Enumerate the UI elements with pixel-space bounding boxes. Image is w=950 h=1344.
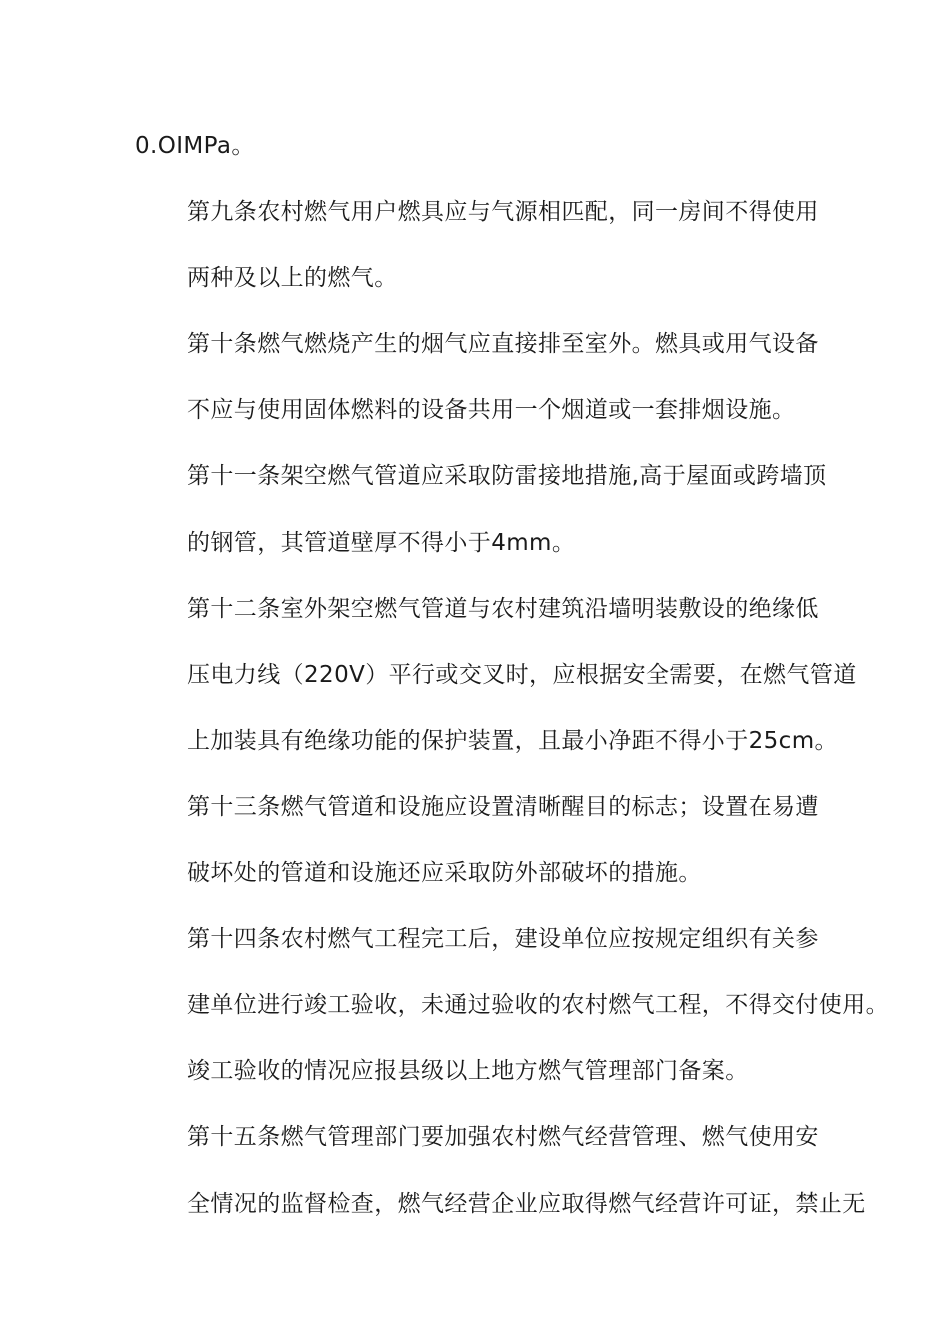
paragraph-article-15 bbox=[135, 1104, 866, 1236]
text-line: 0.OIMPa。 bbox=[135, 133, 255, 159]
text-line: 上加装具有绝缘功能的保护装置，且最小净距不得小于25cm。 bbox=[187, 727, 838, 754]
text-line: 压电力线（220V）平行或交叉时，应根据安全需要，在燃气管道 bbox=[187, 661, 857, 688]
text-line: 第十三条燃气管道和设施应设置清晰醒目的标志；设置在易遭 bbox=[187, 793, 819, 820]
text-line: 第十二条室外架空燃气管道与农村建筑沿墙明装敷设的绝缘低 bbox=[187, 595, 819, 622]
text-line: 的钢管，其管道壁厚不得小于4mm。 bbox=[187, 529, 576, 556]
paragraph-article-9 bbox=[135, 179, 825, 311]
paragraph-continuation bbox=[135, 113, 825, 179]
text-line: 第十五条燃气管理部门要加强农村燃气经营管理、燃气使用安 bbox=[187, 1124, 819, 1151]
paragraph-article-14 bbox=[135, 906, 889, 1104]
text-line: 第十四条农村燃气工程完工后，建设单位应按规定组织有关参 bbox=[187, 926, 819, 953]
paragraph-article-11 bbox=[135, 443, 825, 575]
text-line: 第十条燃气燃烧产生的烟气应直接排至室外。燃具或用气设备 bbox=[187, 331, 819, 358]
document-body bbox=[135, 113, 889, 1237]
text-line: 破坏处的管道和设施还应采取防外部破坏的措施。 bbox=[187, 860, 702, 887]
text-line: 建单位进行竣工验收，未通过验收的农村燃气工程，不得交付使用。 bbox=[187, 992, 889, 1019]
text-line: 竣工验收的情况应报县级以上地方燃气管理部门备案。 bbox=[187, 1058, 749, 1085]
text-line: 不应与使用固体燃料的设备共用一个烟道或一套排烟设施。 bbox=[187, 397, 796, 424]
paragraph-article-10 bbox=[135, 311, 825, 443]
paragraph-article-12 bbox=[135, 576, 857, 774]
text-line: 第十一条架空燃气管道应采取防雷接地措施,高于屋面或跨墙顶 bbox=[187, 463, 827, 490]
paragraph-article-13 bbox=[135, 774, 825, 906]
text-line: 两种及以上的燃气。 bbox=[187, 265, 398, 292]
text-line: 第九条农村燃气用户燃具应与气源相匹配，同一房间不得使用 bbox=[187, 199, 819, 226]
text-line: 全情况的监督检查，燃气经营企业应取得燃气经营许可证，禁止无 bbox=[187, 1190, 866, 1217]
